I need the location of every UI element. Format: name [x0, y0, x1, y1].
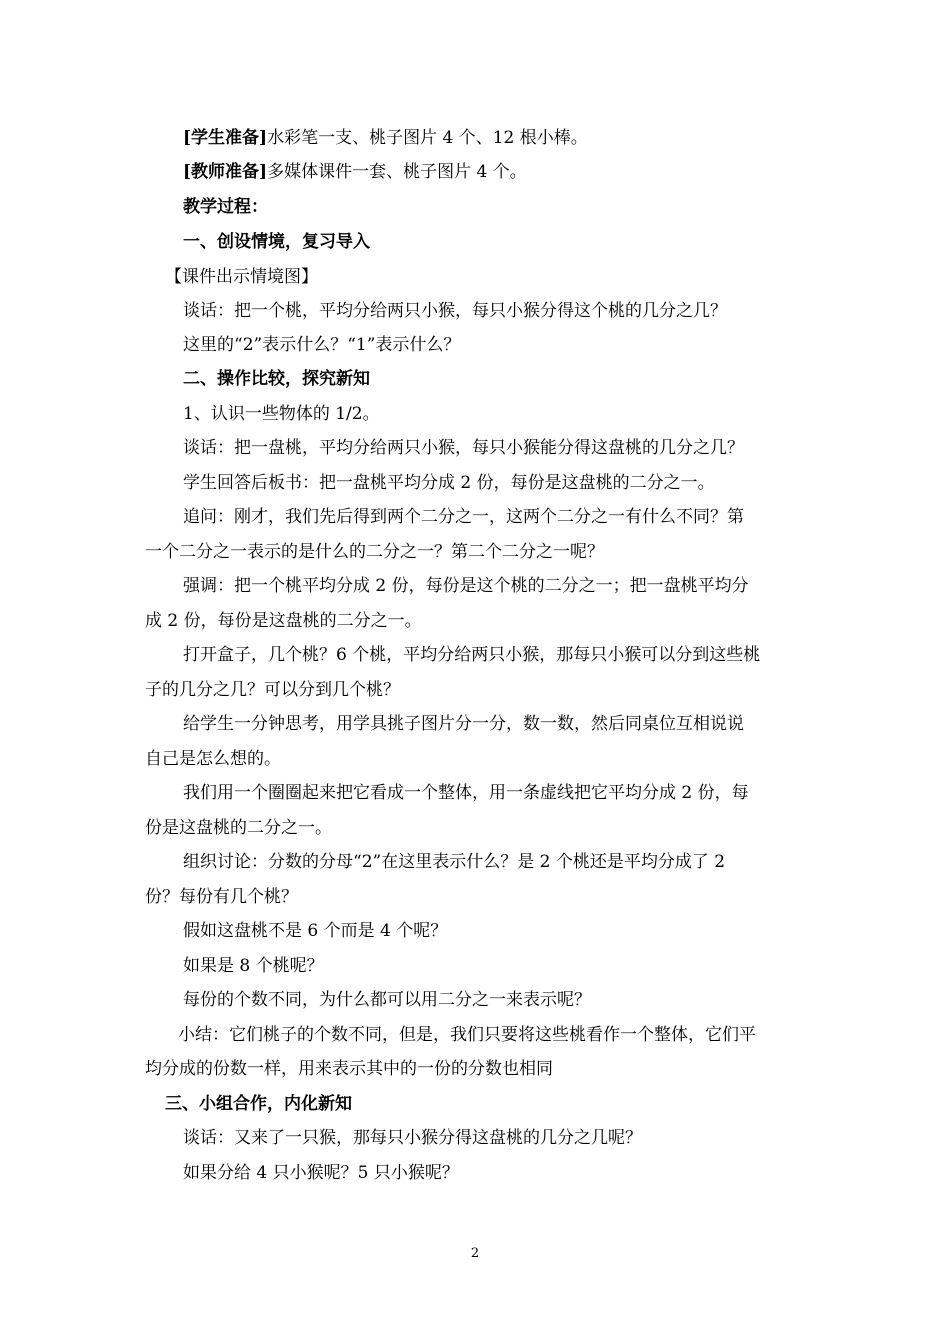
paragraph: 假如这盘桃不是 6 个而是 4 个呢？ — [183, 921, 448, 941]
student-preparation-label: [学生准备] — [183, 128, 268, 148]
student-preparation-text: 水彩笔一支、桃子图片 4 个、12 根小棒。 — [267, 128, 588, 148]
section1-heading: 一、创设情境，复习导入 — [183, 232, 370, 252]
teacher-preparation — [183, 160, 527, 184]
paragraph-line: 成 2 份，每份是这盘桃的二分之一。 — [145, 611, 422, 631]
paragraph-line: 份是这盘桃的二分之一。 — [145, 818, 332, 838]
courseware-note: 【课件出示情境图】 — [165, 267, 318, 287]
page-number: 2 — [470, 1246, 480, 1261]
paragraph-line: 给学生一分钟思考，用学具挑子图片分一分，数一数，然后同桌位互相说说 — [183, 714, 744, 734]
paragraph-line: 子的几分之几？可以分到几个桃？ — [145, 680, 400, 700]
paragraph-line: 我们用一个圈圈起来把它看成一个整体，用一条虚线把它平均分成 2 份，每 — [183, 783, 749, 803]
student-preparation — [183, 126, 588, 150]
section3-heading: 三、小组合作，内化新知 — [165, 1094, 352, 1114]
paragraph: 谈话：把一盘桃，平均分给两只小猴，每只小猴能分得这盘桃的几分之几？ — [183, 438, 744, 458]
paragraph-line: 份？每份有几个桃？ — [145, 887, 298, 907]
summary-line: 均分成的份数一样，用来表示其中的一份的分数也相同 — [145, 1059, 553, 1079]
paragraph-line: 组织讨论：分数的分母“2”在这里表示什么？是 2 个桃还是平均分成了 2 — [183, 852, 726, 872]
paragraph: 这里的“2”表示什么？“1”表示什么？ — [183, 335, 461, 355]
paragraph-line: 一个二分之一表示的是什么的二分之一？第二个二分之一呢？ — [145, 542, 604, 562]
teacher-preparation-label: [教师准备] — [183, 162, 268, 182]
summary-line: 小结：它们桃子的个数不同，但是，我们只要将这些桃看作一个整体，它们平 — [178, 1025, 756, 1045]
paragraph: 如果是 8 个桃呢？ — [183, 956, 324, 976]
process-heading: 教学过程： — [183, 197, 268, 217]
subsection-heading: 1、认识一些物体的 1/2。 — [183, 404, 380, 424]
paragraph: 如果分给 4 只小猴呢？5 只小猴呢？ — [183, 1163, 459, 1183]
section2-heading: 二、操作比较，探究新知 — [183, 369, 370, 389]
paragraph-line: 自己是怎么想的。 — [145, 749, 281, 769]
paragraph: 谈话：把一个桃，平均分给两只小猴，每只小猴分得这个桃的几分之几？ — [183, 301, 727, 321]
paragraph: 谈话：又来了一只猴，那每只小猴分得这盘桃的几分之几呢？ — [183, 1128, 642, 1148]
paragraph: 每份的个数不同，为什么都可以用二分之一来表示呢？ — [183, 990, 591, 1010]
paragraph-line: 追问：刚才，我们先后得到两个二分之一，这两个二分之一有什么不同？第 — [183, 507, 744, 527]
teacher-preparation-text: 多媒体课件一套、桃子图片 4 个。 — [267, 162, 527, 182]
paragraph-line: 强调：把一个桃平均分成 2 份，每份是这个桃的二分之一；把一盘桃平均分 — [183, 576, 749, 596]
paragraph: 学生回答后板书：把一盘桃平均分成 2 份，每份是这盘桃的二分之一。 — [183, 473, 715, 493]
paragraph-line: 打开盒子，几个桃？6 个桃，平均分给两只小猴，那每只小猴可以分到这些桃 — [183, 645, 761, 665]
